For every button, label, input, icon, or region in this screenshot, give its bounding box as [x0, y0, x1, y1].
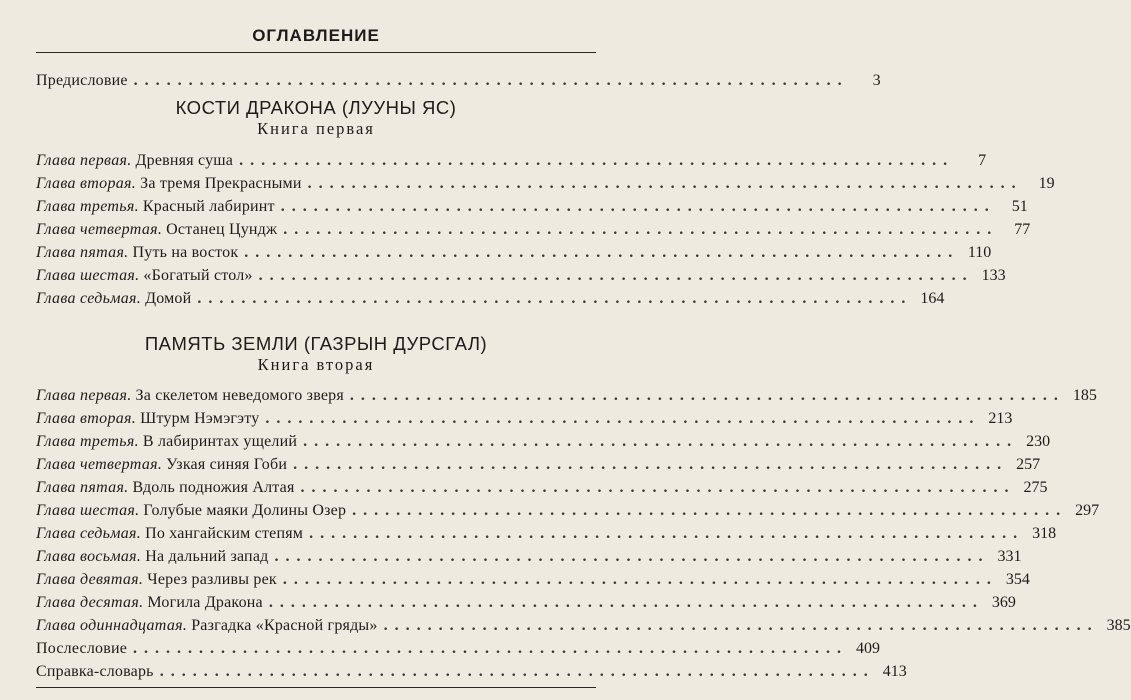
- chapter-label: Глава четвертая.: [36, 456, 163, 473]
- page-number: 369: [991, 594, 1016, 611]
- chapter-label: Глава шестая.: [36, 502, 140, 519]
- chapter-label: Глава пятая.: [36, 244, 129, 261]
- book2-title: ПАМЯТЬ ЗЕМЛИ (ГАЗРЫН ДУРСГАЛ): [144, 333, 488, 354]
- page-number: 297: [1075, 502, 1100, 519]
- leader-dots: .................................................................: [244, 244, 960, 261]
- toc-entry[interactable]: [36, 385, 1097, 407]
- page-number: 331: [997, 548, 1022, 565]
- toc-entry[interactable]: [36, 500, 1100, 522]
- page-number: 185: [1072, 387, 1097, 404]
- page-number: 164: [920, 290, 945, 307]
- leader-dots: .................................................................: [352, 502, 1068, 519]
- chapter-title: Останец Цундж: [166, 221, 278, 238]
- toc-entry[interactable]: [36, 265, 1006, 287]
- leader-dots: .................................................................: [280, 198, 996, 215]
- chapter-title: Узкая синяя Гоби: [166, 456, 288, 473]
- toc-entry[interactable]: [36, 242, 992, 264]
- top-rule: [36, 52, 596, 53]
- toc-entry[interactable]: [36, 431, 1051, 453]
- chapter-title: В лабиринтах ущелий: [142, 433, 298, 450]
- page-number: 275: [1023, 479, 1048, 496]
- chapter-title: По хангайским степям: [145, 525, 304, 542]
- toc-entry-glossary[interactable]: [36, 661, 907, 683]
- toc-heading: ОГЛАВЛЕНИЕ: [252, 26, 380, 45]
- chapter-label: Глава восьмая.: [36, 548, 142, 565]
- toc-entry[interactable]: [36, 219, 1031, 241]
- leader-dots: .................................................................: [159, 663, 875, 680]
- entry-title: Справка-словарь: [36, 663, 154, 680]
- chapter-label: Глава третья.: [36, 433, 139, 450]
- entry-title: Послесловие: [36, 640, 128, 657]
- chapter-title: «Богатый стол»: [143, 267, 253, 284]
- toc-entry[interactable]: [36, 615, 1131, 637]
- chapter-title: Древняя суша: [135, 152, 234, 169]
- chapter-label: Глава седьмая.: [36, 290, 142, 307]
- chapter-label: Глава пятая.: [36, 479, 129, 496]
- toc-entry[interactable]: [36, 173, 1055, 195]
- page-number: 51: [1011, 198, 1028, 215]
- toc-entry-preface[interactable]: [36, 70, 881, 92]
- leader-dots: .................................................................: [265, 410, 981, 427]
- leader-dots: .................................................................: [383, 617, 1099, 634]
- chapter-label: Глава первая.: [36, 152, 132, 169]
- chapter-label: Глава вторая.: [36, 175, 137, 192]
- leader-dots: .................................................................: [307, 175, 1023, 192]
- chapter-title: Красный лабиринт: [142, 198, 275, 215]
- leader-dots: .................................................................: [274, 548, 990, 565]
- chapter-title: Штурм Нэмэгэту: [140, 410, 260, 427]
- chapter-title: Голубые маяки Долины Озер: [143, 502, 347, 519]
- page-number: 230: [1026, 433, 1051, 450]
- toc-entry[interactable]: [36, 408, 1013, 430]
- toc-entry[interactable]: [36, 523, 1057, 545]
- page-number: 213: [988, 410, 1013, 427]
- page-number: 409: [856, 640, 881, 657]
- chapter-title: Путь на восток: [132, 244, 239, 261]
- bottom-rule: [36, 687, 596, 688]
- leader-dots: .................................................................: [133, 72, 849, 89]
- chapter-title: Домой: [145, 290, 192, 307]
- leader-dots: .................................................................: [197, 290, 913, 307]
- entry-title: Предисловие: [36, 72, 128, 89]
- chapter-title: За тремя Прекрасными: [140, 175, 302, 192]
- toc-entry[interactable]: [36, 454, 1041, 476]
- toc-entry[interactable]: [36, 569, 1030, 591]
- page-number: 257: [1016, 456, 1041, 473]
- chapter-title: Вдоль подножия Алтая: [132, 479, 295, 496]
- book1-title: КОСТИ ДРАКОНА (ЛУУНЫ ЯС): [175, 97, 457, 118]
- toc-entry[interactable]: [36, 546, 1022, 568]
- page-number: 19: [1038, 175, 1055, 192]
- page-number: 385: [1106, 617, 1131, 634]
- toc-entry[interactable]: [36, 288, 945, 310]
- chapter-label: Глава шестая.: [36, 267, 140, 284]
- toc-entry[interactable]: [36, 196, 1028, 218]
- book2-subtitle: Книга вторая: [257, 355, 375, 374]
- book1-subtitle: Книга первая: [257, 119, 375, 138]
- leader-dots: .................................................................: [309, 525, 1025, 542]
- toc-entry-afterword[interactable]: [36, 638, 881, 660]
- leader-dots: .................................................................: [293, 456, 1009, 473]
- page-number: 133: [981, 267, 1006, 284]
- chapter-label: Глава седьмая.: [36, 525, 142, 542]
- page-number: 110: [967, 244, 992, 261]
- leader-dots: .................................................................: [303, 433, 1019, 450]
- chapter-label: Глава десятая.: [36, 594, 144, 611]
- chapter-label: Глава четвертая.: [36, 221, 163, 238]
- toc-entry[interactable]: [36, 477, 1048, 499]
- chapter-label: Глава девятая.: [36, 571, 144, 588]
- leader-dots: .................................................................: [268, 594, 984, 611]
- leader-dots: .................................................................: [300, 479, 1016, 496]
- leader-dots: .................................................................: [283, 221, 999, 238]
- page-number: 77: [1014, 221, 1031, 238]
- leader-dots: .................................................................: [349, 387, 1065, 404]
- leader-dots: .................................................................: [239, 152, 955, 169]
- leader-dots: .................................................................: [133, 640, 849, 657]
- page-number: 3: [872, 72, 881, 89]
- page-number: 354: [1005, 571, 1030, 588]
- leader-dots: .................................................................: [282, 571, 998, 588]
- chapter-label: Глава первая.: [36, 387, 132, 404]
- chapter-title: Могила Дракона: [147, 594, 263, 611]
- chapter-title: На дальний запад: [145, 548, 269, 565]
- page-number: 318: [1032, 525, 1057, 542]
- toc-entry[interactable]: [36, 592, 1016, 614]
- chapter-label: Глава вторая.: [36, 410, 137, 427]
- chapter-label: Глава третья.: [36, 198, 139, 215]
- page-number: 7: [978, 152, 987, 169]
- toc-entry[interactable]: [36, 150, 987, 172]
- chapter-label: Глава одиннадцатая.: [36, 617, 188, 634]
- chapter-title: Через разливы рек: [147, 571, 277, 588]
- chapter-title: Разгадка «Красной гряды»: [191, 617, 378, 634]
- chapter-title: За скелетом неведомого зверя: [135, 387, 344, 404]
- page-number: 413: [882, 663, 907, 680]
- leader-dots: .................................................................: [258, 267, 974, 284]
